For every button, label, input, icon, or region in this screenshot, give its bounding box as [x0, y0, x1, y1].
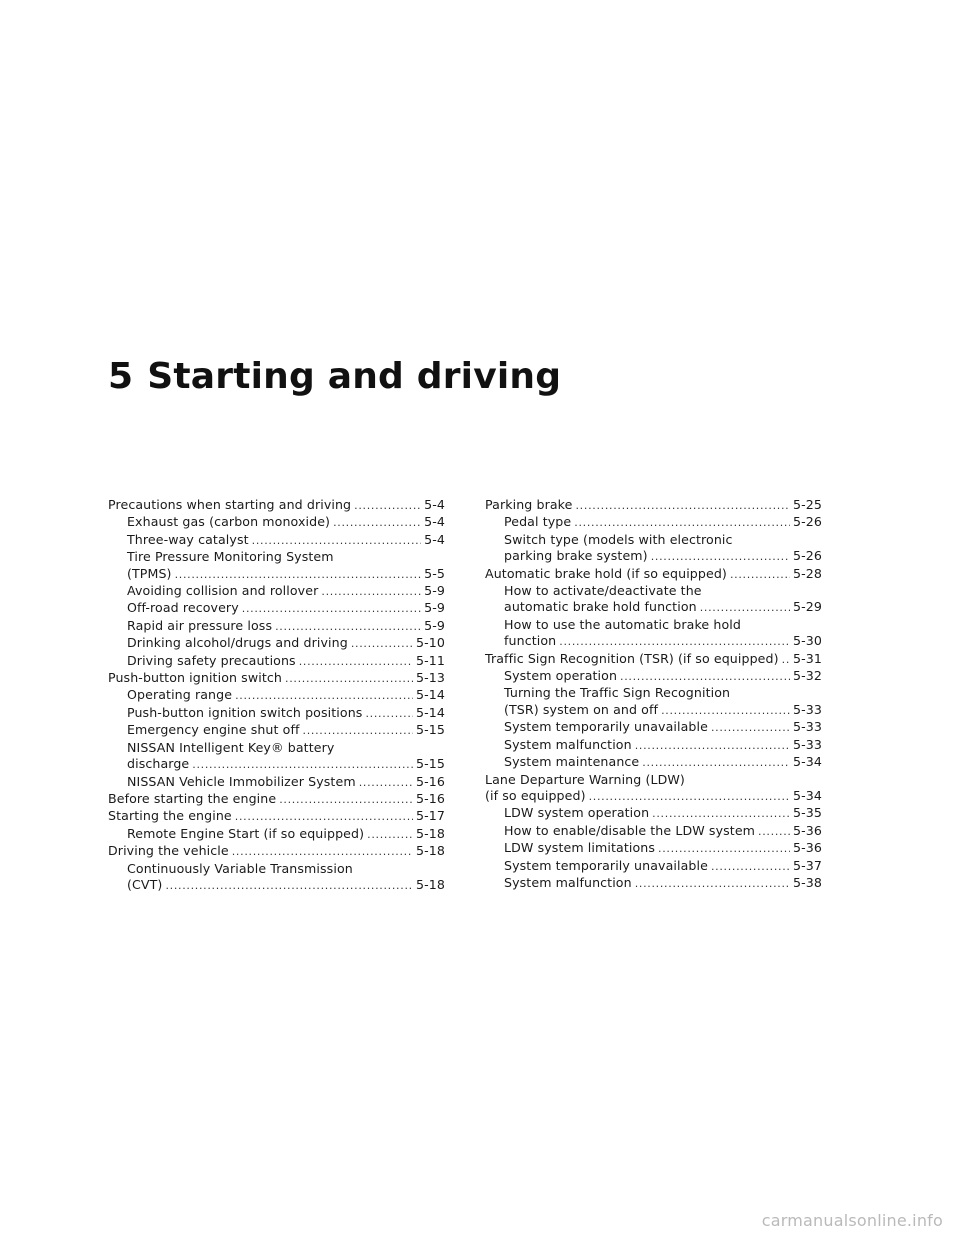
dot-leader [359, 775, 413, 791]
toc-left-column [108, 497, 445, 894]
toc-entry[interactable] [485, 719, 822, 736]
toc-page-number: 5-30 [793, 633, 822, 649]
toc-entry-title: NISSAN Vehicle Immobilizer System [127, 773, 356, 789]
toc-entry-title-line: Lane Departure Warning (LDW) [485, 771, 685, 787]
dot-leader [235, 688, 413, 704]
toc-entry-title: (TSR) system on and off [504, 701, 659, 717]
toc-entry[interactable] [108, 514, 445, 531]
toc-page-number: 5-15 [416, 756, 445, 772]
toc-page-number: 5-31 [793, 650, 822, 666]
dot-leader [730, 567, 790, 583]
toc-entry-title: automatic brake hold function [504, 599, 697, 615]
toc-page-number: 5-33 [793, 719, 822, 735]
toc-entry[interactable] [108, 687, 445, 704]
toc-entry-title: Driving safety precautions [127, 652, 296, 668]
toc-page-number: 5-5 [424, 565, 445, 581]
toc-entry[interactable] [108, 740, 445, 774]
toc-entry-title: Automatic brake hold (if so equipped) [485, 565, 727, 581]
dot-leader [574, 515, 790, 531]
toc-entry-title: System temporarily unavailable [504, 857, 708, 873]
toc-entry-title: System temporarily unavailable [504, 719, 708, 735]
dot-leader [661, 703, 790, 719]
chapter-title [108, 356, 561, 397]
toc-entry-title: LDW system operation [504, 805, 650, 821]
dot-leader [175, 567, 422, 583]
toc-entry-title: Precautions when starting and driving [108, 497, 352, 512]
toc-page-number: 5-18 [416, 825, 445, 841]
toc-entry-title-line: How to activate/deactivate the [504, 583, 702, 599]
toc-page-number: 5-18 [416, 876, 445, 892]
toc-entry-title: Push-button ignition switch [108, 670, 282, 686]
toc-entry[interactable] [485, 840, 822, 857]
toc-entry-title: parking brake system) [504, 548, 648, 564]
toc-entry[interactable] [485, 772, 822, 806]
toc-entry-title: Drinking alcohol/drugs and driving [127, 635, 348, 651]
dot-leader [192, 757, 413, 773]
toc-entry-title-line: Tire Pressure Monitoring System [127, 549, 334, 565]
dot-leader [758, 824, 790, 840]
chapter-title-text: Starting and driving [147, 356, 562, 397]
toc-entry-title: Off-road recovery [127, 600, 239, 616]
toc-entry[interactable] [108, 618, 445, 635]
toc-page-number: 5-36 [793, 822, 822, 838]
dot-leader [333, 515, 421, 531]
dot-leader [232, 844, 413, 860]
toc-entry[interactable] [108, 497, 445, 514]
dot-leader [635, 876, 790, 892]
toc-page-number: 5-4 [424, 531, 445, 547]
toc-page-number: 5-28 [793, 565, 822, 581]
toc-entry-title: Pedal type [504, 514, 572, 530]
toc-page-number: 5-9 [424, 617, 445, 633]
toc-entry-title: Remote Engine Start (if so equipped) [127, 825, 365, 841]
dot-leader [365, 706, 413, 722]
toc-entry-title: Rapid air pressure loss [127, 617, 273, 633]
dot-leader [651, 549, 790, 565]
toc-page-number: 5-35 [793, 805, 822, 821]
dot-leader [589, 789, 790, 805]
toc-entry[interactable] [485, 617, 822, 651]
toc-entry[interactable] [108, 635, 445, 652]
toc-entry[interactable] [485, 566, 822, 583]
toc-page-number: 5-18 [416, 843, 445, 859]
toc-page-number: 5-36 [793, 840, 822, 856]
toc-entry-title: Exhaust gas (carbon monoxide) [127, 514, 331, 530]
toc-page-number: 5-33 [793, 701, 822, 717]
toc-entry-title: System maintenance [504, 754, 640, 770]
toc-entry[interactable] [485, 532, 822, 566]
toc-entry[interactable] [108, 843, 445, 860]
dot-leader [275, 619, 421, 635]
toc-entry[interactable] [108, 532, 445, 549]
dot-leader [367, 827, 413, 843]
toc-entry-title: Avoiding collision and rollover [127, 583, 319, 599]
dot-leader [279, 792, 413, 808]
toc-entry-title: discharge [127, 756, 190, 772]
toc-entry[interactable] [108, 705, 445, 722]
toc-page-number: 5-15 [416, 722, 445, 738]
toc-entry[interactable] [485, 737, 822, 754]
dot-leader [299, 654, 413, 670]
toc-page-number: 5-9 [424, 583, 445, 599]
toc-entry-title-line: NISSAN Intelligent Key® battery [127, 739, 335, 755]
toc-entry-title: function [504, 633, 557, 649]
dot-leader [635, 738, 790, 754]
dot-leader [652, 806, 790, 822]
dot-leader [575, 498, 790, 514]
toc-entry[interactable] [485, 651, 822, 668]
toc-entry[interactable] [108, 600, 445, 617]
dot-leader [351, 636, 413, 652]
toc-entry-title: Parking brake [485, 497, 573, 512]
toc-entry[interactable] [108, 653, 445, 670]
chapter-number: 5 [108, 356, 134, 397]
toc-entry[interactable] [108, 549, 445, 583]
toc-entry[interactable] [108, 861, 445, 895]
toc-page-number: 5-34 [793, 787, 822, 803]
dot-leader [235, 809, 413, 825]
toc-entry[interactable] [485, 858, 822, 875]
toc-entry[interactable] [485, 497, 822, 514]
toc-page-number: 5-33 [793, 736, 822, 752]
dot-leader [700, 600, 790, 616]
toc-entry-title-line: Switch type (models with electronic [504, 531, 733, 547]
toc-entry-title: Operating range [127, 687, 233, 703]
toc-page-number: 5-4 [424, 497, 445, 512]
toc-entry[interactable] [485, 805, 822, 822]
toc-entry[interactable] [485, 668, 822, 685]
toc-page-number: 5-32 [793, 668, 822, 684]
toc-entry-title: (TPMS) [127, 565, 172, 581]
toc-entry-title: LDW system limitations [504, 840, 656, 856]
toc-entry[interactable] [108, 774, 445, 791]
toc-entry-title: Emergency engine shut off [127, 722, 300, 738]
dot-leader [711, 859, 790, 875]
toc-page-number: 5-26 [793, 514, 822, 530]
toc-page-number: 5-38 [793, 874, 822, 890]
toc-entry-title: (if so equipped) [485, 787, 586, 803]
toc-entry-title: System malfunction [504, 736, 632, 752]
toc-entry[interactable] [108, 670, 445, 687]
dot-leader [559, 634, 790, 650]
toc-entry[interactable] [108, 791, 445, 808]
dot-leader [242, 601, 421, 617]
toc-right-column [485, 497, 822, 892]
toc-page-number: 5-26 [793, 548, 822, 564]
toc-entry[interactable] [108, 808, 445, 825]
toc-page-number: 5-11 [416, 652, 445, 668]
toc-entry-title: Traffic Sign Recognition (TSR) (if so equipped) [485, 650, 779, 666]
toc-entry[interactable] [108, 722, 445, 739]
toc-page-number: 5-17 [416, 808, 445, 824]
toc-page-number: 5-14 [416, 704, 445, 720]
dot-leader [620, 669, 790, 685]
toc-entry-title-line: Continuously Variable Transmission [127, 860, 353, 876]
watermark: carmanualsonline.info [761, 1211, 943, 1230]
dot-leader [658, 841, 790, 857]
toc-entry-title: (CVT) [127, 876, 163, 892]
toc-page-number: 5-16 [416, 773, 445, 789]
toc-entry[interactable] [108, 826, 445, 843]
toc-entry[interactable] [485, 823, 822, 840]
toc-entry[interactable] [485, 514, 822, 531]
toc-entry-title: Push-button ignition switch positions [127, 704, 363, 720]
dot-leader [252, 533, 421, 549]
dot-leader [303, 723, 413, 739]
dot-leader [642, 755, 790, 771]
toc-entry[interactable] [485, 754, 822, 771]
toc-page-number: 5-10 [416, 635, 445, 651]
toc-entry-title: Starting the engine [108, 808, 232, 824]
toc-entry[interactable] [108, 583, 445, 600]
toc-page-number: 5-9 [424, 600, 445, 616]
dot-leader [285, 671, 413, 687]
toc-entry-title: How to enable/disable the LDW system [504, 822, 756, 838]
toc-page-number: 5-16 [416, 790, 445, 806]
toc-entry[interactable] [485, 685, 822, 719]
toc-page-number: 5-4 [424, 514, 445, 530]
toc-entry-title-line: How to use the automatic brake hold [504, 616, 741, 632]
toc-entry-title: System operation [504, 668, 618, 684]
toc-entry[interactable] [485, 875, 822, 892]
toc-page-number: 5-37 [793, 857, 822, 873]
toc-page-number: 5-34 [793, 754, 822, 770]
toc-entry[interactable] [485, 583, 822, 617]
dot-leader [782, 652, 790, 668]
toc-entry-title: Driving the vehicle [108, 843, 229, 859]
toc-page-number: 5-25 [793, 497, 822, 512]
dot-leader [165, 878, 413, 894]
toc-page-number: 5-29 [793, 599, 822, 615]
toc-entry-title: System malfunction [504, 874, 632, 890]
toc-entry-title: Three-way catalyst [127, 531, 249, 547]
dot-leader [321, 584, 421, 600]
toc-entry-title-line: Turning the Traffic Sign Recognition [504, 685, 731, 701]
toc-entry-title: Before starting the engine [108, 790, 277, 806]
toc-page-number: 5-13 [416, 670, 445, 686]
toc-page-number: 5-14 [416, 687, 445, 703]
dot-leader [354, 498, 421, 514]
dot-leader [711, 720, 790, 736]
